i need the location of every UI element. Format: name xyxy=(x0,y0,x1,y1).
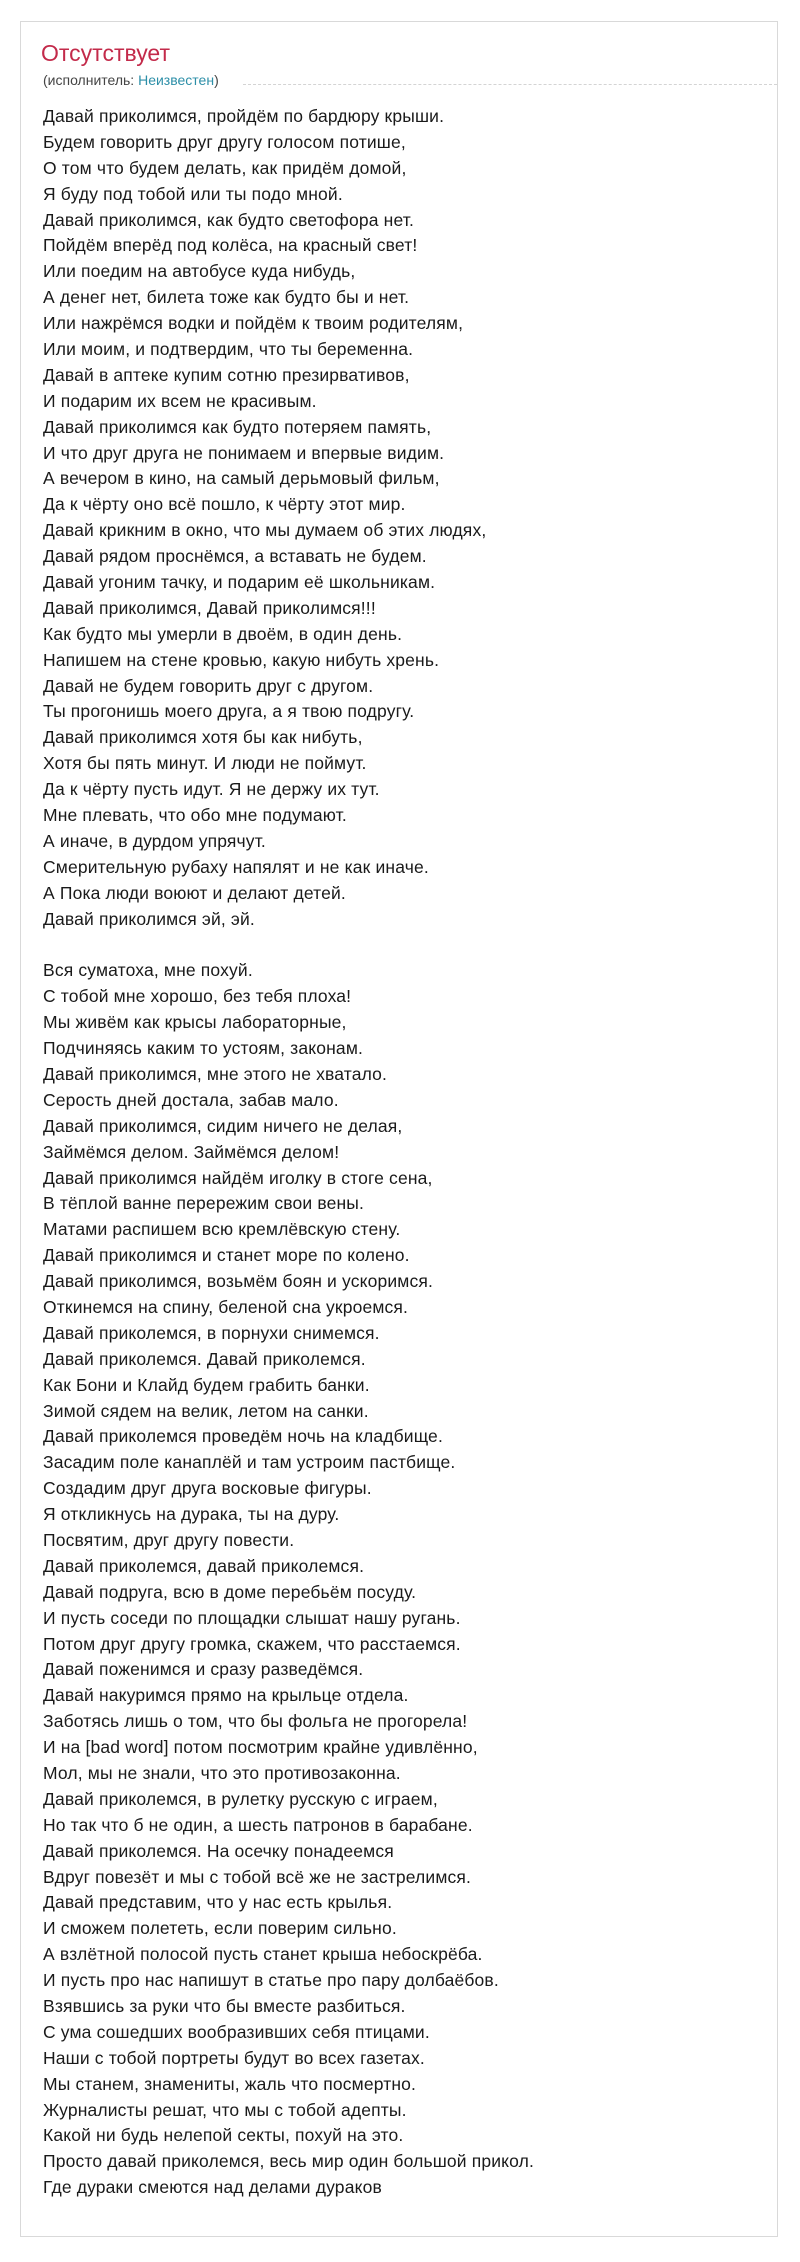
lyrics-line: Матами распишем всю кремлёвскую стену. xyxy=(43,1219,401,1240)
lyrics-line: Давай крикним в окно, что мы думаем об этих людях, xyxy=(43,520,487,541)
lyrics-line: Журналисты решат, что мы с тобой адепты. xyxy=(43,2099,407,2120)
lyrics-line: Взявшись за руки что бы вместе разбиться. xyxy=(43,1996,406,2017)
lyrics-line: Потом друг другу громка, скажем, что расстаемся. xyxy=(43,1633,461,1654)
lyrics-text xyxy=(43,104,783,2201)
lyrics-line: И сможем полететь, если поверим сильно. xyxy=(43,1918,397,1939)
lyrics-line: Я буду под тобой или ты подо мной. xyxy=(43,183,343,204)
lyrics-line: Давай приколимся, как будто светофора нет. xyxy=(43,209,414,230)
lyrics-line: Давай в аптеке купим сотню презирвативов, xyxy=(43,364,410,385)
lyrics-line: Давай приколимся, Давай приколимся!!! xyxy=(43,597,376,618)
lyrics-line: Наши с тобой портреты будут во всех газетах. xyxy=(43,2047,425,2068)
lyrics-line: Давай приколемся проведём ночь на кладбище. xyxy=(43,1426,443,1447)
lyrics-line: И пусть про нас напишут в статье про пару долбаёбов. xyxy=(43,1970,499,1991)
lyrics-line: А взлётной полосой пусть станет крыша небоскрёба. xyxy=(43,1944,483,1965)
lyrics-line: Создадим друг друга восковые фигуры. xyxy=(43,1478,372,1499)
lyrics-line: Будем говорить друг другу голосом потише, xyxy=(43,131,406,152)
lyrics-line: С ума сошедших вообразивших себя птицами. xyxy=(43,2021,430,2042)
lyrics-line: А Пока люди воюют и делают детей. xyxy=(43,882,346,903)
lyrics-line: Давай приколимся эй, эй. xyxy=(43,908,255,929)
lyrics-line: Давай приколимся, сидим ничего не делая, xyxy=(43,1115,403,1136)
lyrics-line: Да к чёрту пусть идут. Я не держу их тут. xyxy=(43,779,380,800)
lyrics-line: Хотя бы пять минут. И люди не поймут. xyxy=(43,753,367,774)
lyrics-line: Я откликнусь на дурака, ты на дуру. xyxy=(43,1504,340,1525)
lyrics-card xyxy=(20,21,778,2237)
lyrics-line: Давай приколимся найдём иголку в стоге сена, xyxy=(43,1167,433,1188)
lyrics-line: Давай приколимся, возьмём боян и ускоримся. xyxy=(43,1271,434,1292)
performer-line xyxy=(43,72,777,89)
lyrics-line: Как Бони и Клайд будем грабить банки. xyxy=(43,1374,370,1395)
lyrics-line: Мол, мы не знали, что это противозаконна. xyxy=(43,1763,401,1783)
lyrics-line: Вся суматоха, мне похуй. xyxy=(43,960,253,981)
lyrics-line: Мы живём как крысы лабораторные, xyxy=(43,1012,347,1033)
lyrics-line: А денег нет, билета тоже как будто бы и нет. xyxy=(43,287,410,308)
lyrics-line: Давай поженимся и сразу разведёмся. xyxy=(43,1659,364,1680)
lyrics-line: Или нажрёмся водки и пойдём к твоим родителям, xyxy=(43,313,464,334)
performer-link[interactable]: Неизвестен xyxy=(138,72,215,88)
lyrics-line: Смерительную рубаху напялят и не как иначе. xyxy=(43,856,429,877)
lyrics-line: Давай накуримся прямо на крыльце отдела. xyxy=(43,1685,409,1706)
lyrics-line: Мы станем, знамениты, жаль что посмертно. xyxy=(43,2073,417,2094)
lyrics-blank-line xyxy=(43,933,783,959)
lyrics-line: И пусть соседи по площадки слышат нашу ругань. xyxy=(43,1607,461,1628)
lyrics-line: Зимой сядем на велик, летом на санки. xyxy=(43,1400,369,1421)
lyrics-line: Мне плевать, что обо мне подумают. xyxy=(43,805,347,826)
lyrics-line: О том что будем делать, как придём домой, xyxy=(43,157,407,178)
lyrics-line: В тёплой ванне перережим свои вены. xyxy=(43,1193,365,1214)
lyrics-line: Займёмся делом. Займёмся делом! xyxy=(43,1141,340,1162)
lyrics-line: Напишем на стене кровью, какую нибуть хрень. xyxy=(43,649,440,670)
lyrics-line: Засадим поле канаплёй и там устроим пастбище. xyxy=(43,1452,456,1473)
lyrics-line: Давай приколимся как будто потеряем память, xyxy=(43,416,432,437)
lyrics-line: Как будто мы умерли в двоём, в один день. xyxy=(43,623,403,644)
lyrics-line: И что друг друга не понимаем и впервые видим. xyxy=(43,442,445,463)
lyrics-line: Пойдём вперёд под колёса, на красный свет! xyxy=(43,235,418,256)
lyrics-line: Подчиняясь каким то устоям, законам. xyxy=(43,1038,364,1059)
lyrics-line: Давай не будем говорить друг с другом. xyxy=(43,675,374,696)
lyrics-line: Давай приколемся, давай приколемся. xyxy=(43,1555,365,1576)
lyrics-line: А вечером в кино, на самый дерьмовый фильм, xyxy=(43,468,440,489)
performer-suffix: ) xyxy=(214,72,219,88)
lyrics-line: Откинемся на спину, беленой сна укроемся. xyxy=(43,1296,409,1317)
performer-prefix: (исполнитель: xyxy=(43,72,139,88)
lyrics-line: Где дураки смеются над делами дураков xyxy=(43,2177,382,2198)
lyrics-line: И на [bad word] потом посмотрим крайне удивлённо, xyxy=(43,1737,478,1758)
lyrics-line: И подарим их всем не красивым. xyxy=(43,390,317,411)
lyrics-line: Давай подруга, всю в доме перебьём посуду. xyxy=(43,1581,417,1602)
song-title: Отсутствует xyxy=(41,40,170,66)
lyrics-line: Давай приколимся и станет море по колено. xyxy=(43,1245,410,1266)
lyrics-line: Серость дней достала, забав мало. xyxy=(43,1089,339,1110)
subtitle-divider xyxy=(243,84,777,85)
lyrics-line: Давай приколемся. Давай приколемся. xyxy=(43,1348,366,1369)
lyrics-line: С тобой мне хорошо, без тебя плоха! xyxy=(43,986,352,1007)
lyrics-line: Какой ни будь нелепой секты, похуй на это. xyxy=(43,2125,404,2146)
lyrics-line: Или поедим на автобусе куда нибудь, xyxy=(43,261,356,282)
lyrics-line: Давай приколемся, в порнухи снимемся. xyxy=(43,1322,380,1343)
lyrics-line: Давай приколимся хотя бы как нибуть, xyxy=(43,727,363,748)
lyrics-line: Да к чёрту оно всё пошло, к чёрту этот мир. xyxy=(43,494,406,515)
lyrics-line: Ты прогонишь моего друга, а я твою подругу. xyxy=(43,701,415,722)
lyrics-line: Давай приколемся, в рулетку русскую с играем, xyxy=(43,1788,438,1809)
lyrics-line: Вдруг повезёт и мы с тобой всё же не застрелимся. xyxy=(43,1866,472,1887)
lyrics-line: Просто давай приколемся, весь мир один большой прикол. xyxy=(43,2151,535,2172)
lyrics-line: Посвятим, друг другу повести. xyxy=(43,1529,295,1550)
lyrics-line: А иначе, в дурдом упрячут. xyxy=(43,830,266,851)
lyrics-line: Давай рядом проснёмся, а вставать не будем. xyxy=(43,546,427,567)
lyrics-line: Или моим, и подтвердим, что ты беременна. xyxy=(43,339,414,360)
lyrics-line: Заботясь лишь о том, что бы фольга не прогорела! xyxy=(43,1711,468,1732)
lyrics-line: Давай представим, что у нас есть крылья. xyxy=(43,1892,393,1913)
lyrics-line: Давай приколемся. На осечку понадеемся xyxy=(43,1840,394,1861)
lyrics-line: Давай приколимся, пройдём по бардюру крыши. xyxy=(43,106,445,126)
lyrics-line: Давай угоним тачку, и подарим её школьникам. xyxy=(43,572,436,593)
lyrics-line: Давай приколимся, мне этого не хватало. xyxy=(43,1063,388,1084)
lyrics-line: Но так что б не один, а шесть патронов в барабане. xyxy=(43,1814,473,1835)
